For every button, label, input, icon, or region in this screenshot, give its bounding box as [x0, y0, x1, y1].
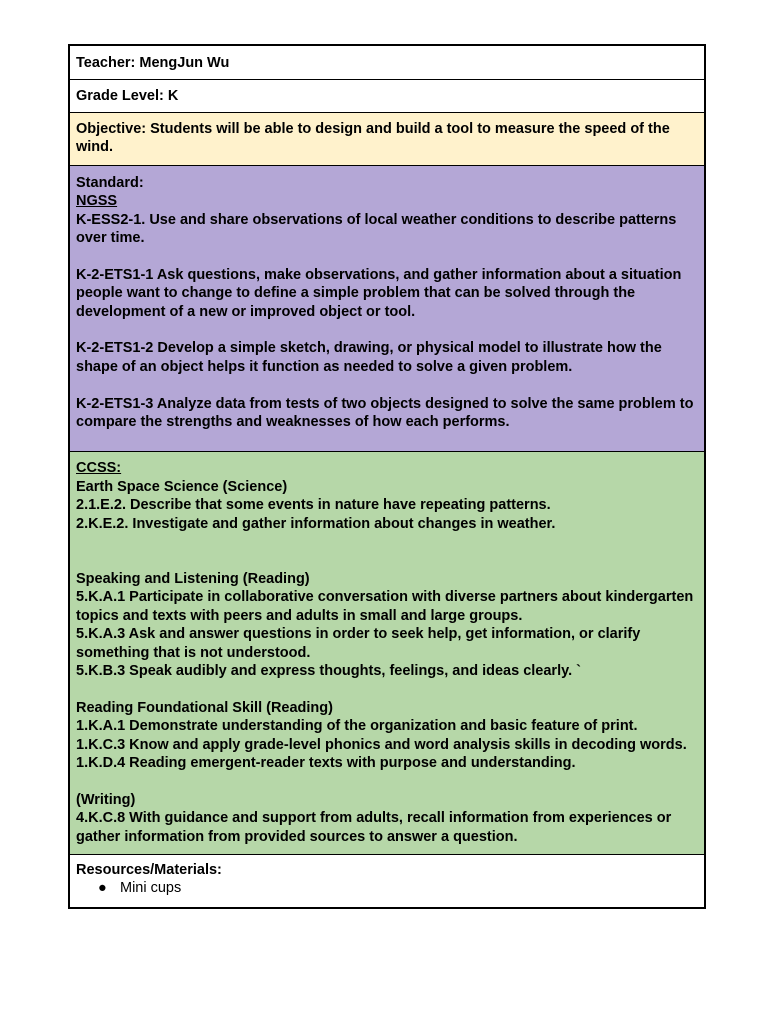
ccss-standard-item: 5.K.A.1 Participate in collaborative conversation with diverse partners about kindergarten topics and texts with peers and adults in small and large groups. — [76, 589, 694, 624]
spacer — [76, 321, 698, 339]
ccss-label: CCSS: — [76, 460, 122, 477]
objective-text: Objective: Students will be able to design and build a tool to measure the speed of the wind. — [76, 121, 670, 156]
spacer — [76, 247, 698, 265]
standard-heading: Standard: — [76, 174, 144, 191]
ngss-standard-item: K-ESS2-1. Use and share observations of local weather conditions to describe patterns over time. — [76, 211, 677, 247]
ccss-standard-item: 5.K.A.3 Ask and answer questions in order to seek help, get information, or clarify something that is not understood. — [76, 626, 641, 661]
materials-list — [76, 879, 698, 897]
ngss-standard-item: K-2-ETS1-2 Develop a simple sketch, drawing, or physical model to illustrate how the shape of an object helps it function as needed to solve a given problem. — [76, 340, 662, 375]
ngss-label: NGSS — [76, 193, 118, 210]
grade-level-row — [70, 79, 704, 112]
ngss-standard-item: K-2-ETS1-3 Analyze data from tests of two objects designed to solve the same problem to compare the strengths and weaknesses of how each performs. — [76, 395, 694, 431]
ccss-standard-item: 2.K.E.2. Investigate and gather information about changes in weather. — [76, 515, 556, 532]
teacher-row — [70, 46, 704, 79]
ccss-row — [70, 451, 704, 853]
ccss-standard-item: 5.K.B.3 Speak audibly and express thoughts, feelings, and ideas clearly. ` — [76, 662, 581, 679]
spacer — [76, 533, 698, 570]
ccss-standard-item: 1.K.A.1 Demonstrate understanding of the organization and basic feature of print. — [76, 718, 638, 735]
spacer — [76, 772, 698, 790]
speaking-listening-heading: Speaking and Listening (Reading) — [76, 570, 310, 587]
ccss-standard-item: 4.K.C.8 With guidance and support from adults, recall information from experiences or gather information from provided sources to answer a question. — [76, 810, 672, 845]
bullet-icon: ● — [98, 880, 107, 897]
spacer — [76, 376, 698, 394]
lesson-plan-table — [68, 44, 706, 909]
ccss-standard-item: 2.1.E.2. Describe that some events in nature have repeating patterns. — [76, 497, 551, 514]
teacher-name: Teacher: MengJun Wu — [76, 55, 230, 71]
material-label: Mini cups — [120, 880, 182, 897]
ccss-standard-item: 1.K.C.3 Know and apply grade-level phonics and word analysis skills in decoding words. — [76, 736, 687, 753]
spacer — [76, 680, 698, 698]
resources-row — [70, 854, 704, 907]
objective-row — [70, 112, 704, 165]
list-item — [76, 879, 698, 897]
reading-foundational-heading: Reading Foundational Skill (Reading) — [76, 699, 333, 716]
ccss-standard-item: 1.K.D.4 Reading emergent-reader texts with purpose and understanding. — [76, 754, 576, 771]
ngss-standard-item: K-2-ETS1-1 Ask questions, make observations, and gather information about a situation people want to change to define a simple problem that can be solved through the development of a new or improved object or tool. — [76, 266, 682, 320]
earth-science-heading: Earth Space Science (Science) — [76, 478, 288, 495]
resources-heading: Resources/Materials: — [76, 861, 222, 878]
grade-level: Grade Level: K — [76, 88, 179, 104]
standard-row — [70, 165, 704, 452]
writing-heading: (Writing) — [76, 791, 136, 808]
